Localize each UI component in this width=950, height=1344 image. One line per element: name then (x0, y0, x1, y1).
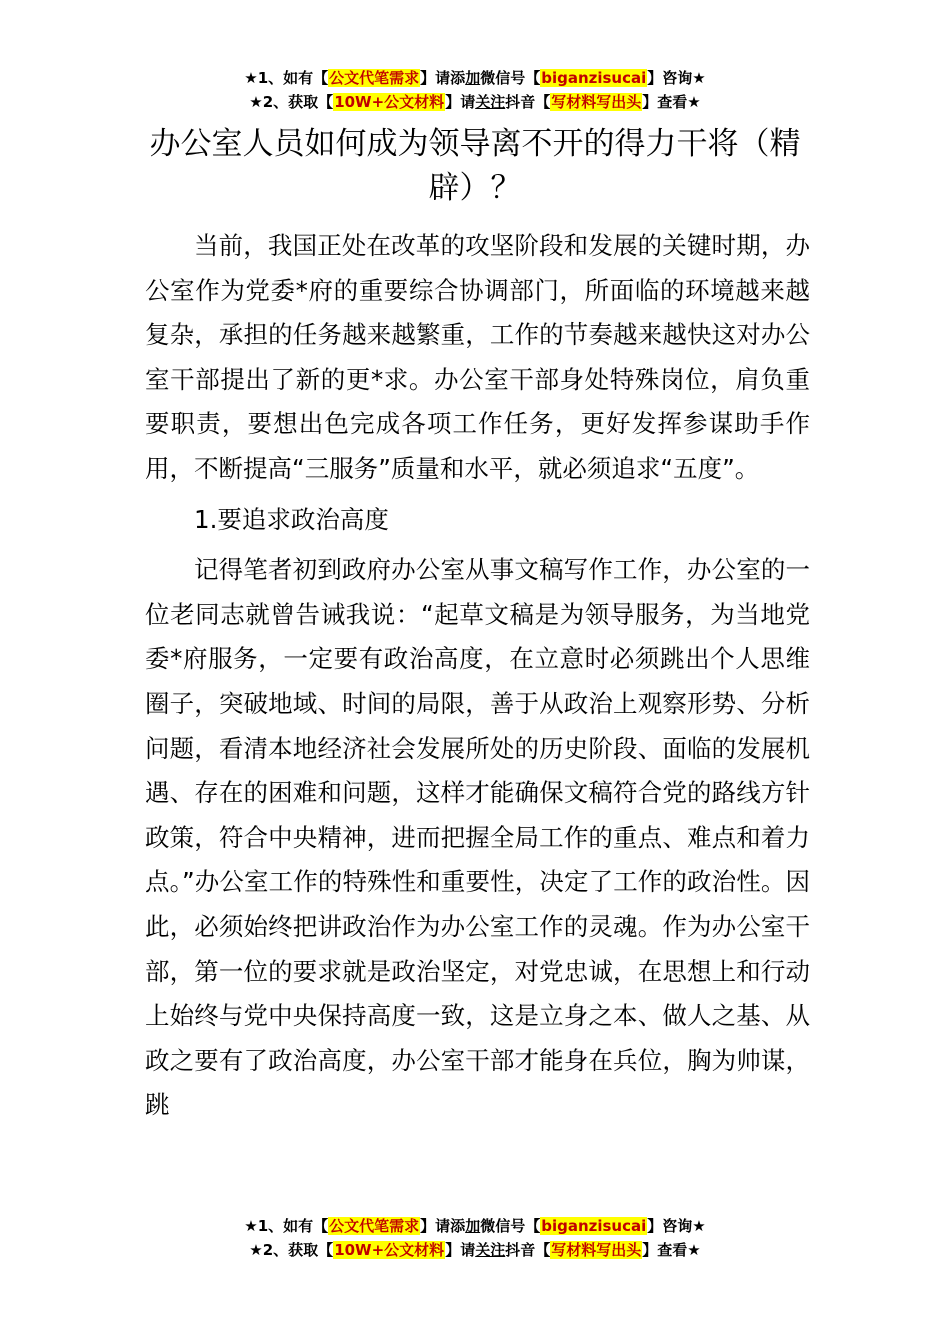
section-heading: 1.要追求政治高度 (194, 504, 389, 534)
banner-text: 】请添 (420, 1217, 466, 1235)
banner-text: 】请 (445, 93, 476, 111)
banner-wechat-id: biganzisucai (541, 69, 647, 87)
banner-line-2 (0, 90, 950, 114)
banner-text: ★2、获取【 (249, 93, 334, 111)
banner-text: ★1、如有【 (244, 1217, 329, 1235)
banner-text: 抖音【 (505, 1241, 551, 1259)
banner-wechat-id: biganzisucai (541, 1217, 647, 1235)
banner-text: 微信号【 (480, 69, 541, 87)
banner-underlined-text: 关注 (475, 1241, 506, 1259)
header-banner (0, 66, 950, 114)
banner-text: 抖音【 (505, 93, 551, 111)
banner-line-1 (0, 66, 950, 90)
banner-text: 】请 (445, 1241, 476, 1259)
section-paragraph: 记得笔者初到政府办公室从事文稿写作工作，办公室的一位老同志就曾告诫我说：“起草文稿是为领导服务，为当地党委*府服务，一定要有政治高度，在立意时必须跳出个人思维圈子，突破地域、时间的局限，善于从政治上观察形势、分析问题，看清本地经济社会发展所处的历史阶段、面临的发展机遇、存在的困难和问题，这样才能确保文稿符合党的路线方针政策，符合中央精神，进而把握全局工作的重点、难点和着力点。”办公室工作的特殊性和重要性，决定了工作的政治性。因此，必须始终把讲政治作为办公室工作的灵魂。作为办公室干部，第一位的要求就是政治坚定，对党忠诚，在思想上和行动上始终与党中央保持高度一致，这是立身之本、做人之基、从政之要有了政治高度，办公室干部才能身在兵位，胸为帅谋，跳 (145, 555, 810, 1120)
banner-text: 】查看★ (642, 1241, 701, 1259)
banner-text: ★1、如有【 (244, 69, 329, 87)
footer-banner (0, 1214, 950, 1262)
banner-text: 】请添 (420, 69, 466, 87)
banner-text: ★2、获取【 (249, 1241, 334, 1259)
document-title: 办公室人员如何成为领导离不开的得力干将（精辟）？ (149, 126, 801, 206)
banner-highlight: 10W+公文材料 (334, 93, 445, 111)
banner-highlight: 公文代笔需求 (329, 69, 420, 87)
banner-line-2 (0, 1238, 950, 1262)
banner-text: 】咨询★ (647, 69, 706, 87)
banner-highlight: 10W+公文材料 (334, 1241, 445, 1259)
intro-paragraph: 当前，我国正处在改革的攻坚阶段和发展的关键时期，办公室作为党委*府的重要综合协调部门，所面临的环境越来越复杂，承担的任务越来越繁重，工作的节奏越来越快这对办公室干部提出了新的更*求。办公室干部身处特殊岗位，肩负重要职责，要想出色完成各项工作任务，更好发挥参谋助手作用，不断提高“三服务”质量和水平，就必须追求“五度”。 (145, 231, 810, 483)
banner-underlined-text: 加 (465, 1217, 481, 1235)
banner-text: 】咨询★ (647, 1217, 706, 1235)
banner-text: 】查看★ (642, 93, 701, 111)
banner-douyin-name: 写材料写出头 (551, 93, 642, 111)
banner-line-1 (0, 1214, 950, 1238)
banner-text: 微信号【 (480, 1217, 541, 1235)
banner-douyin-name: 写材料写出头 (551, 1241, 642, 1259)
banner-underlined-text: 关注 (475, 93, 506, 111)
banner-underlined-text: 加 (465, 69, 481, 87)
document-body (145, 224, 810, 1128)
banner-highlight: 公文代笔需求 (329, 1217, 420, 1235)
